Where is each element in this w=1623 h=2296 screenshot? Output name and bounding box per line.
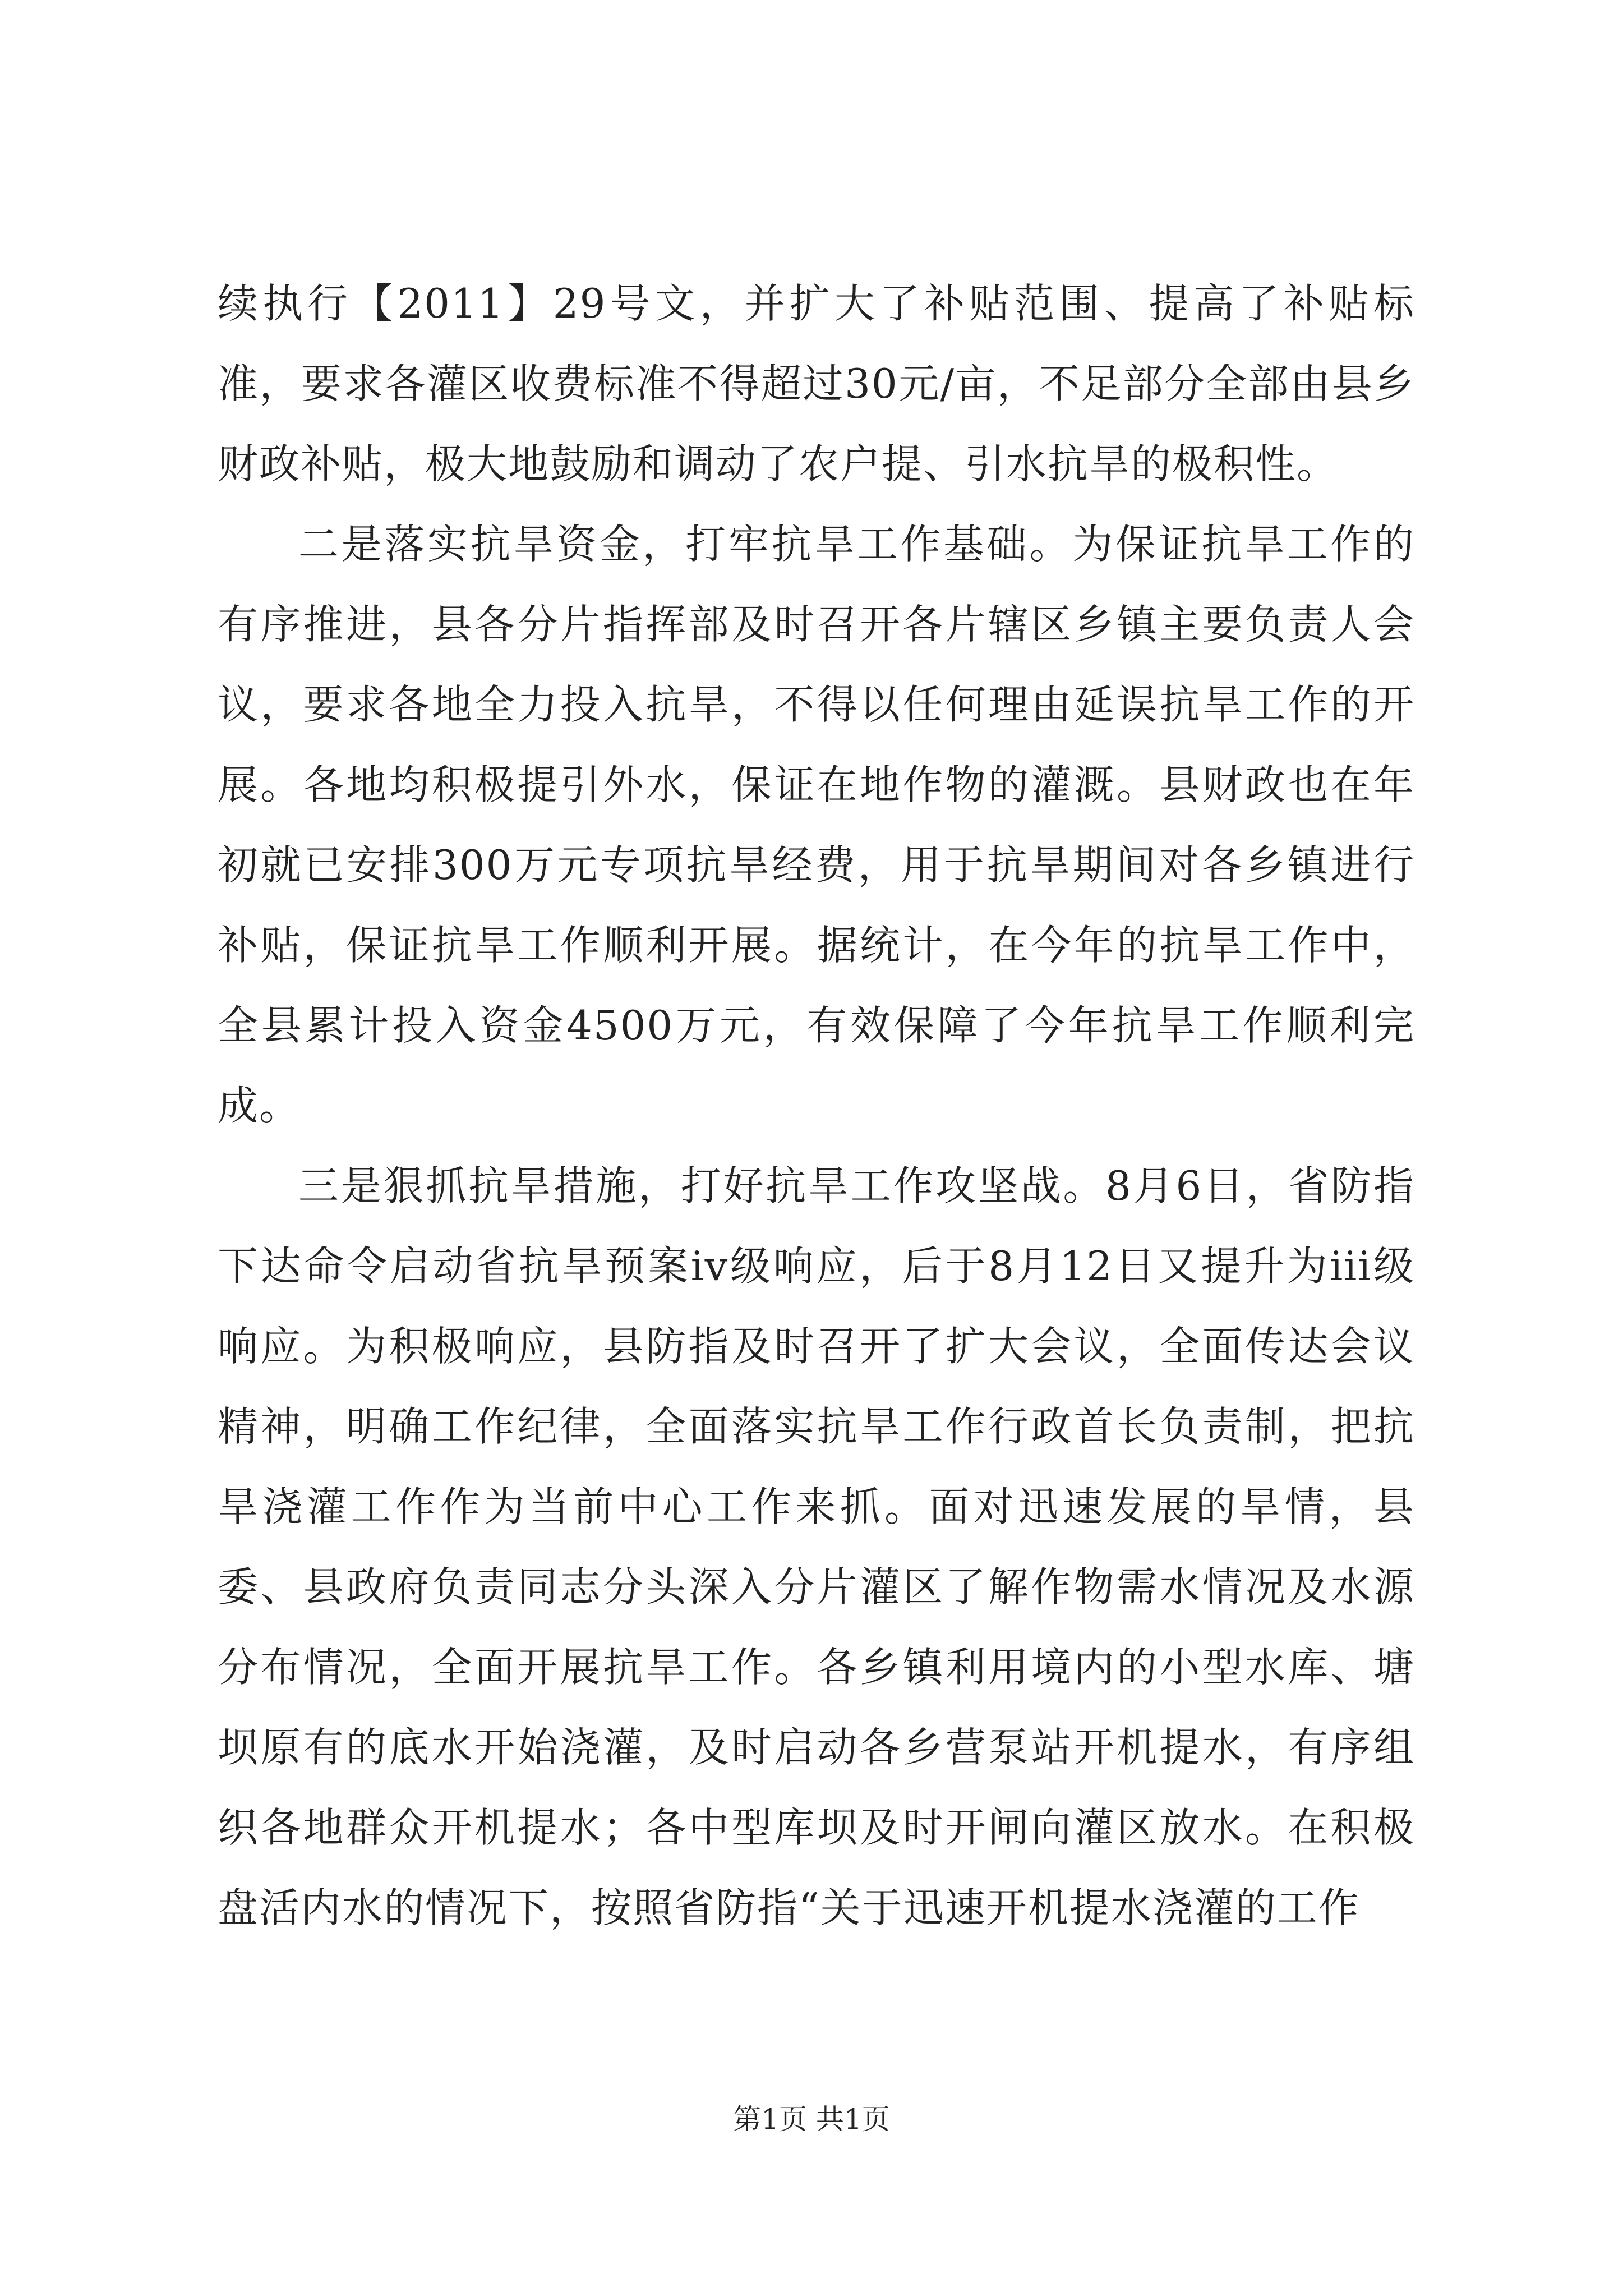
page-footer: 第1页 共1页 — [733, 2103, 890, 2136]
paragraph-continuation: 续执行【2011】29号文，并扩大了补贴范围、提高了补贴标准，要求各灌区收费标准不得超过30元/亩，不足部分全部由县乡财政补贴，极大地鼓励和调动了农户提、引水抗旱的极积性。 — [218, 280, 1415, 487]
paragraph-measures: 三是狠抓抗旱措施，打好抗旱工作攻坚战。8月6日，省防指下达命令启动省抗旱预案iv级响应，后于8月12日又提升为iii级响应。为积极响应，县防指及时召开了扩大会议，全面传达会议精神，明确工作纪律，全面落实抗旱工作行政首长负责制，把抗旱浇灌工作作为当前中心工作来抓。面对迅速发展的旱情，县委、县政府负责同志分头深入分片灌区了解作物需水情况及水源分布情况，全面开展抗旱工作。各乡镇利用境内的小型水库、塘坝原有的底水开始浇灌，及时启动各乡营泵站开机提水，有序组织各地群众开机提水；各中型库坝及时开闸向灌区放水。在积极盘活内水的情况下，按照省防指“关于迅速开机提水浇灌的工作 — [218, 1162, 1415, 1931]
paragraph-funding: 二是落实抗旱资金，打牢抗旱工作基础。为保证抗旱工作的有序推进，县各分片指挥部及时召开各片辖区乡镇主要负责人会议，要求各地全力投入抗旱，不得以任何理由延误抗旱工作的开展。各地均积极提引外水，保证在地作物的灌溉。县财政也在年初就已安排300万元专项抗旱经费，用于抗旱期间对各乡镇进行补贴，保证抗旱工作顺利开展。据统计，在今年的抗旱工作中，全县累计投入资金4500万元，有效保障了今年抗旱工作顺利完成。 — [218, 521, 1415, 1129]
document-body — [218, 264, 1415, 1948]
